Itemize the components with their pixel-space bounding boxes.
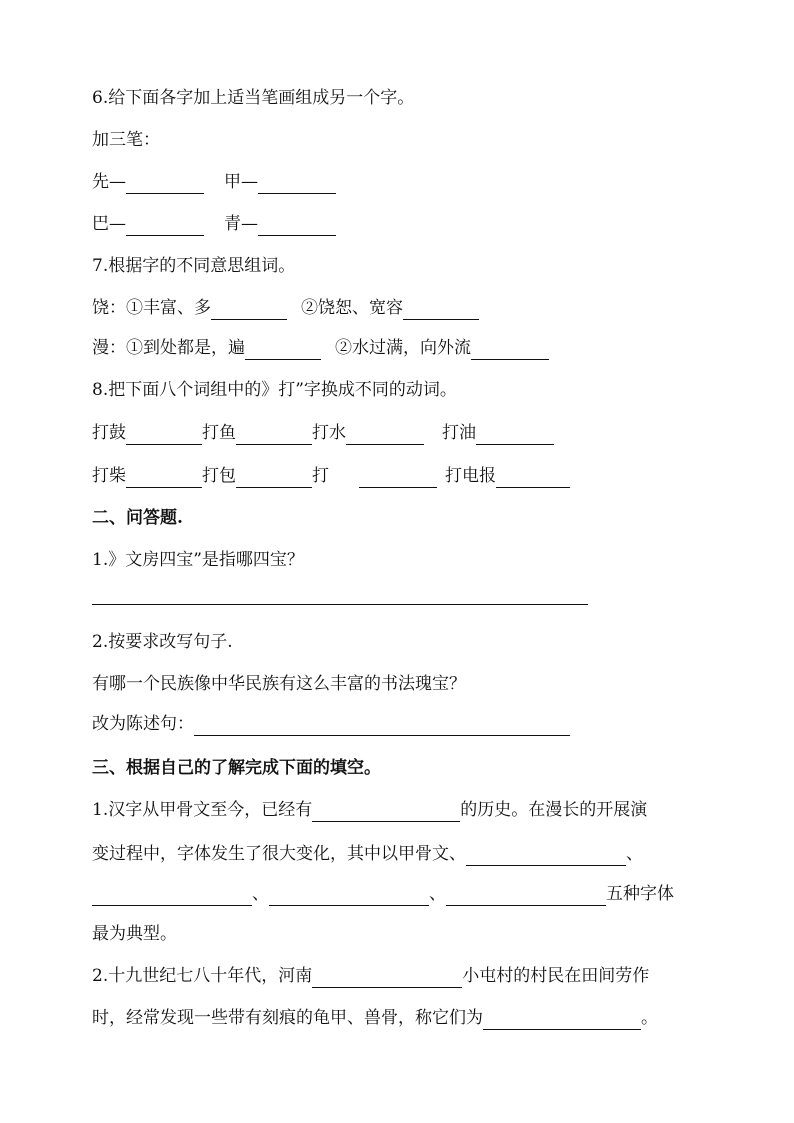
answer-blank[interactable] (126, 469, 202, 488)
q6-char-qing: 青— (224, 214, 258, 234)
answer-blank[interactable] (476, 426, 554, 445)
q8-word: 打电报 (445, 466, 496, 486)
q8-word: 打柴 (92, 466, 126, 486)
q6-title (92, 86, 414, 110)
sec3-heading-text: 三、根据自己的了解完成下面的填空。 (92, 758, 381, 778)
q7-title (92, 254, 295, 278)
answer-blank[interactable] (446, 887, 606, 906)
q6-row1 (92, 170, 336, 194)
sec3-q1-line4 (92, 922, 177, 946)
answer-blank[interactable] (258, 175, 336, 194)
sec3-q1-text: 变过程中，字体发生了很大变化，其中以甲骨文、 (92, 844, 466, 864)
answer-blank[interactable] (92, 887, 252, 906)
sec3-q1-text: 、 (429, 884, 446, 904)
answer-blank[interactable] (126, 217, 204, 236)
sec3-q2-line1 (92, 964, 649, 988)
sec3-q2-line2 (92, 1006, 658, 1030)
q6-title-text: 6.给下面各字加上适当笔画组成另一个字。 (92, 88, 415, 108)
q8-row1 (92, 421, 554, 445)
sec3-q1-text: 五种字体 (606, 884, 674, 904)
answer-blank[interactable] (496, 469, 570, 488)
answer-blank[interactable] (258, 217, 336, 236)
sec3-q1-text: 、 (626, 844, 643, 864)
sec3-q1-line2 (92, 842, 643, 866)
answer-blank[interactable] (359, 469, 437, 488)
sec3-q1-text: 1.汉字从甲骨文至今，已经有 (92, 800, 313, 820)
answer-blank[interactable] (126, 426, 202, 445)
answer-blank[interactable] (312, 969, 462, 988)
sec2-q2-sentence (92, 672, 466, 696)
q8-word: 打鼓 (92, 423, 126, 443)
q8-title-text: 8.把下面八个词组中的》打”字换成不同的动词。 (92, 380, 457, 400)
q7-rao-2: ②饶恕、宽容 (301, 298, 403, 318)
q7-man-2: ②水过满，向外流 (335, 338, 471, 358)
sec3-q2-text: 时，经常发现一些带有刻痕的龟甲、兽骨，称它们为 (92, 1008, 483, 1028)
sec3-q1-line1 (92, 798, 647, 822)
q8-row2 (92, 464, 570, 488)
q8-title (92, 378, 457, 402)
q6-char-xian: 先— (92, 172, 126, 192)
answer-blank[interactable] (236, 469, 312, 488)
sec3-q1-text: 、 (252, 884, 269, 904)
answer-blank[interactable] (211, 301, 287, 320)
sec3-heading (92, 756, 381, 780)
q8-word: 打鱼 (202, 423, 236, 443)
answer-blank[interactable] (483, 1011, 641, 1030)
sec2-heading-text: 二、问答题. (92, 508, 183, 528)
answer-blank[interactable] (236, 426, 312, 445)
q8-word: 打水 (312, 423, 346, 443)
q7-man-row (92, 336, 549, 360)
answer-blank[interactable] (312, 803, 460, 822)
answer-blank[interactable] (245, 341, 321, 360)
sec2-q2 (92, 630, 233, 654)
sec2-q2-text: 2.按要求改写句子. (92, 632, 233, 652)
q8-word: 打包 (202, 466, 236, 486)
q7-rao-row (92, 296, 479, 320)
answer-blank[interactable] (466, 847, 626, 866)
sec3-q1-line3 (92, 882, 674, 906)
q7-rao-1: 饶：①丰富、多 (92, 298, 211, 318)
answer-blank[interactable] (92, 586, 588, 605)
answer-blank[interactable] (194, 717, 570, 736)
q6-char-ba: 巴— (92, 214, 126, 234)
sec3-q1-text: 的历史。在漫长的开展演 (460, 800, 648, 820)
sec2-q2-prompt-row (92, 712, 570, 736)
q7-man-1: 漫：①到处都是，遍 (92, 338, 245, 358)
q7-title-text: 7.根据字的不同意思组词。 (92, 256, 296, 276)
sec2-heading (92, 506, 183, 530)
sec2-q2-prompt: 改为陈述句： (92, 714, 194, 734)
sec3-q1-text: 最为典型。 (92, 924, 177, 944)
q6-sub (92, 128, 160, 152)
answer-blank[interactable] (471, 341, 549, 360)
answer-blank[interactable] (126, 175, 204, 194)
answer-blank[interactable] (269, 887, 429, 906)
sec2-q1 (92, 548, 304, 572)
q8-word: 打油 (442, 423, 476, 443)
sec2-q2-sentence-text: 有哪一个民族像中华民族有这么丰富的书法瑰宝？ (92, 674, 466, 694)
sec2-q1-text: 1.》文房四宝”是指哪四宝？ (92, 550, 304, 570)
sec3-q2-text: 小屯村的村民在田间劳作 (462, 966, 650, 986)
sec3-q2-text: 2.十九世纪七八十年代，河南 (92, 966, 313, 986)
answer-blank[interactable] (403, 301, 479, 320)
q6-row2 (92, 212, 336, 236)
q6-char-jia: 甲— (224, 172, 258, 192)
answer-blank[interactable] (346, 426, 424, 445)
q6-sub-text: 加三笔： (92, 130, 160, 150)
sec2-q1-answer-line (92, 586, 588, 605)
sec3-q2-text: 。 (641, 1008, 658, 1028)
q8-word: 打 (312, 466, 329, 486)
